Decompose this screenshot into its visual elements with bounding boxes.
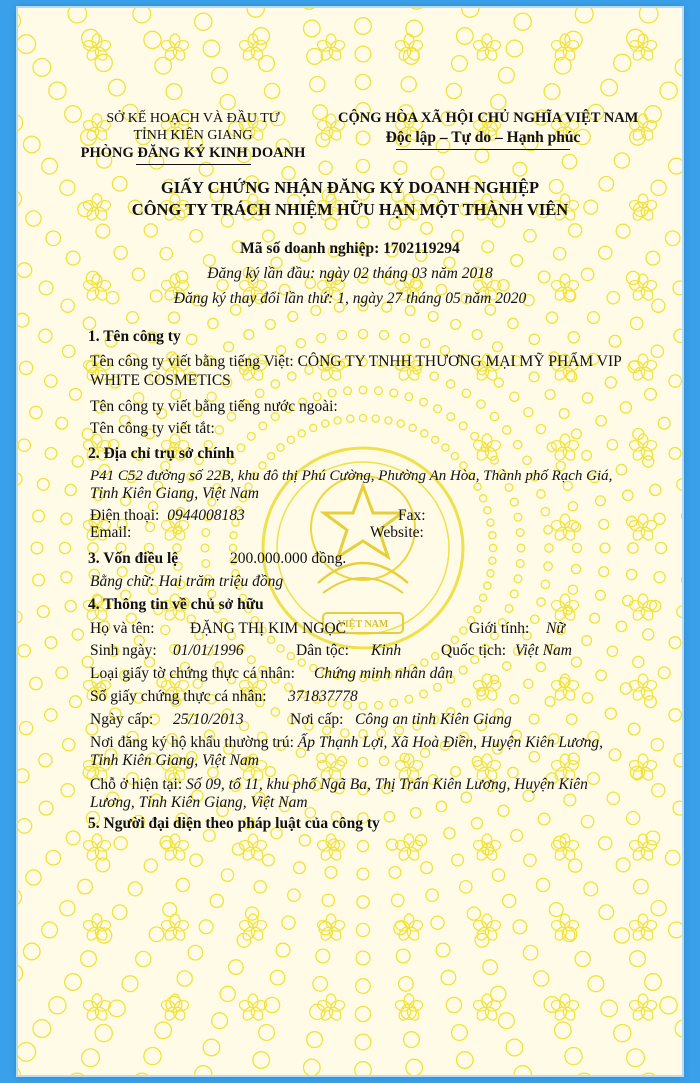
short-name-label: Tên công ty viết tắt:	[90, 420, 215, 437]
residence-value: Ấp Thạnh Lợi, Xã Hoà Điền, Huyện Kiên Lương,	[297, 734, 604, 751]
residence-line	[90, 734, 603, 752]
section-heading: 2. Địa chỉ trụ sở chính	[88, 445, 235, 462]
issue-date-value: 25/10/2013	[173, 711, 244, 728]
head-office-address-continued: Tỉnh Kiên Giang, Việt Nam	[90, 485, 259, 502]
owner-name-value: ĐẶNG THỊ KIM NGỌC	[190, 620, 346, 637]
ethnicity-value: Kinh	[371, 642, 402, 659]
first-registration-date: Đăng ký lần đầu: ngày 02 tháng 03 năm 2018	[207, 265, 493, 282]
issuer-block	[78, 110, 308, 162]
id-number-label: Số giấy chứng thực cá nhân:	[90, 688, 267, 705]
issuer-province: TỈNH KIÊN GIANG	[133, 128, 253, 143]
phone-line	[90, 507, 245, 525]
head-office-address: P41 C52 đường số 22B, khu đô thị Phú Cường, Phường An Hòa, Thành phố Rạch Giá,	[90, 468, 613, 484]
foreign-name-label: Tên công ty viết bằng tiếng nước ngoài:	[90, 398, 338, 415]
document-title: GIẤY CHỨNG NHẬN ĐĂNG KÝ DOANH NGHIỆP	[160, 178, 540, 197]
section-heading: 1. Tên công ty	[88, 328, 181, 345]
gender-label: Giới tính:	[469, 620, 530, 637]
certificate-page	[18, 8, 682, 1075]
section-heading: 5. Người đại diện theo pháp luật của công ty	[88, 815, 380, 832]
id-number-value: 371837778	[288, 688, 358, 705]
id-type-value: Chứng minh nhân dân	[314, 665, 453, 682]
charter-capital-in-words: Bằng chữ: Hai trăm triệu đồng	[90, 573, 284, 590]
motto-underline	[396, 149, 570, 150]
current-address-line	[90, 776, 588, 794]
national-motto-block	[338, 110, 639, 149]
dob-label: Sinh ngày:	[90, 642, 157, 659]
tax-code-line	[18, 240, 682, 258]
tax-code-label: Mã số doanh nghiệp:	[240, 240, 380, 257]
issuer-underline	[136, 164, 251, 165]
section-heading: 4. Thông tin về chủ sở hữu	[88, 596, 264, 613]
vn-name-line	[90, 353, 622, 371]
nationality-value: Việt Nam	[515, 642, 572, 659]
residence-continued: Tỉnh Kiên Giang, Việt Nam	[90, 752, 259, 769]
issue-place-value: Công an tỉnh Kiên Giang	[355, 711, 512, 728]
fax-label: Fax:	[398, 507, 426, 524]
current-address-value: Số 09, tổ 11, khu phố Ngã Ba, Thị Trấn Kiên Lương, Huyện Kiên	[186, 776, 588, 793]
issuer-department: SỞ KẾ HOẠCH VÀ ĐẦU TƯ	[106, 111, 280, 126]
national-motto: Độc lập – Tự do – Hạnh phúc	[385, 129, 581, 146]
charter-capital-amount: 200.000.000 đồng.	[230, 550, 347, 567]
vn-name-value: CÔNG TY TNHH THƯƠNG MẠI MỸ PHẨM VIP	[297, 353, 622, 370]
nationality-label: Quốc tịch:	[441, 642, 506, 659]
vn-name-continued: WHITE COSMETICS	[90, 372, 231, 389]
emblem-ribbon-text: VIỆT NAM	[337, 619, 389, 630]
email-label: Email:	[90, 524, 132, 541]
tax-code-value: 1702119294	[383, 240, 460, 257]
current-address-continued: Lương, Tỉnh Kiên Giang, Việt Nam	[90, 794, 308, 811]
country-name: CỘNG HÒA XÃ HỘI CHỦ NGHĨA VIỆT NAM	[338, 110, 639, 126]
phone-label: Điện thoại:	[90, 507, 160, 524]
issue-date-label: Ngày cấp:	[90, 711, 154, 728]
owner-name-label: Họ và tên:	[90, 620, 155, 637]
company-type-title: CÔNG TY TRÁCH NHIỆM HỮU HẠN MỘT THÀNH VIÊN	[131, 200, 569, 219]
ethnicity-label: Dân tộc:	[296, 642, 349, 659]
section-heading: 3. Vốn điều lệ	[88, 550, 179, 567]
id-type-label: Loại giấy tờ chứng thực cá nhân:	[90, 665, 295, 682]
website-label: Website:	[370, 524, 424, 541]
certificate-content	[18, 8, 682, 1075]
issuer-office: PHÒNG ĐĂNG KÝ KINH DOANH	[80, 145, 306, 161]
gender-value: Nữ	[546, 620, 565, 637]
residence-label: Nơi đăng ký hộ khẩu thường trú:	[90, 734, 294, 751]
current-address-label: Chỗ ở hiện tại:	[90, 776, 183, 793]
dob-value: 01/01/1996	[173, 642, 244, 659]
change-registration-date: Đăng ký thay đổi lần thứ: 1, ngày 27 tháng 05 năm 2020	[173, 290, 527, 307]
phone-value: 0944008183	[167, 507, 245, 524]
vn-name-label: Tên công ty viết bằng tiếng Việt:	[90, 353, 294, 370]
issue-place-label: Nơi cấp:	[290, 711, 344, 728]
